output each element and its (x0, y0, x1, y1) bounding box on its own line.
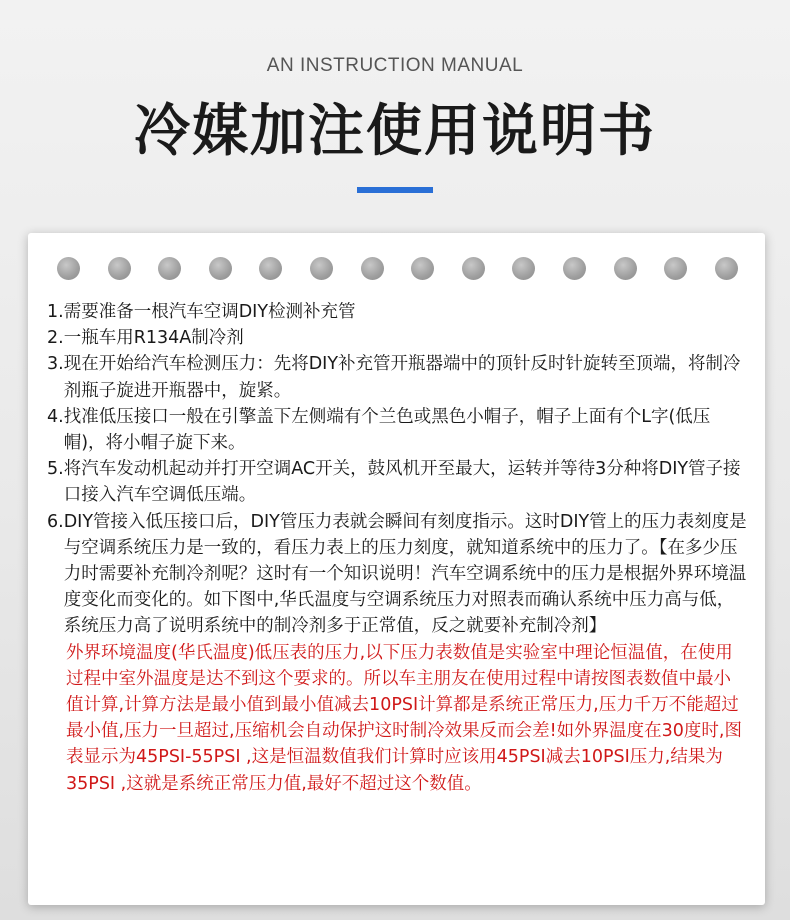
title-accent-bar (357, 187, 433, 193)
instruction-item (47, 299, 747, 325)
binder-hole (310, 257, 333, 280)
binder-hole (462, 257, 485, 280)
binder-hole (664, 257, 687, 280)
instruction-number: 4. (47, 406, 64, 427)
instruction-text: 将汽车发动机起动并打开空调AC开关，鼓风机开至最大，运转并等待3分种将DIY管子接口接入汽车空调低压端。 (63, 459, 741, 506)
instruction-number: 6. (47, 511, 64, 532)
instruction-item (47, 404, 747, 456)
binder-hole (614, 257, 637, 280)
instruction-text: DIY管接入低压接口后，DIY管压力表就会瞬间有刻度指示。这时DIY管上的压力表刻度是与空调系统压力是一致的，看压力表上的压力刻度，就知道系统中的压力了。【在多少压力时需要补充制冷剂呢？这时有一个知识说明！汽车空调系统中的压力是根据外界环境温度变化而变化的。如下图中,华氏温度与空调系统压力对照表而确认系统中压力高与低，系统压力高了说明系统中的制冷剂多于正常值，反之就要补充制冷剂】 (63, 511, 747, 637)
binder-hole (563, 257, 586, 280)
instruction-text: 需要准备一根汽车空调DIY检测补充管 (63, 302, 356, 322)
binder-hole (57, 257, 80, 280)
binder-hole (411, 257, 434, 280)
header-subtitle: AN INSTRUCTION MANUAL (266, 55, 524, 76)
instruction-list (47, 299, 747, 797)
temperature-note: 外界环境温度(华氏温度)低压表的压力,以下压力表数值是实验室中理论恒温值，在使用过程中室外温度是达不到这个要求的。所以车主朋友在使用过程中请按图表数值中最小值计算,计算方法是最小值到最小值减去10PSI计算都是系统正常压力,压力千万不能超过最小值,压力一旦超过,压缩机会自动保护这时制冷效果反而会差!如外界温度在30度时,图表显示为45PSI-55PSI ,这是恒温数值我们计算时应该用45PSI减去10PSI压力,结果为35PSI ,这就是系统正常压力值,最好不超过这个数值。 (66, 642, 742, 794)
instruction-item (47, 509, 747, 640)
instruction-text: 一瓶车用R134A制冷剂 (63, 328, 244, 349)
binder-holes (57, 257, 737, 281)
instruction-number: 5. (47, 459, 64, 480)
instruction-item (47, 456, 747, 508)
binder-hole (715, 257, 738, 280)
instruction-number: 3. (47, 354, 64, 375)
page-title: 冷媒加注使用说明书 (134, 99, 656, 164)
instruction-item (47, 325, 747, 351)
binder-hole (108, 257, 131, 280)
binder-hole (158, 257, 181, 280)
instruction-number: 2. (47, 328, 64, 349)
instruction-item (47, 351, 747, 403)
instruction-text: 现在开始给汽车检测压力：先将DIY补充管开瓶器端中的顶针反时针旋转至顶端，将制冷剂瓶子旋进开瓶器中，旋紧。 (63, 354, 741, 401)
binder-hole (361, 257, 384, 280)
instruction-number: 1. (47, 302, 64, 322)
binder-hole (512, 257, 535, 280)
instruction-text: 找准低压接口一般在引擎盖下左侧端有个兰色或黑色小帽子，帽子上面有个L字(低压帽)，将小帽子旋下来。 (63, 406, 711, 454)
binder-hole (259, 257, 282, 280)
binder-hole (209, 257, 232, 280)
instruction-card (28, 233, 765, 905)
